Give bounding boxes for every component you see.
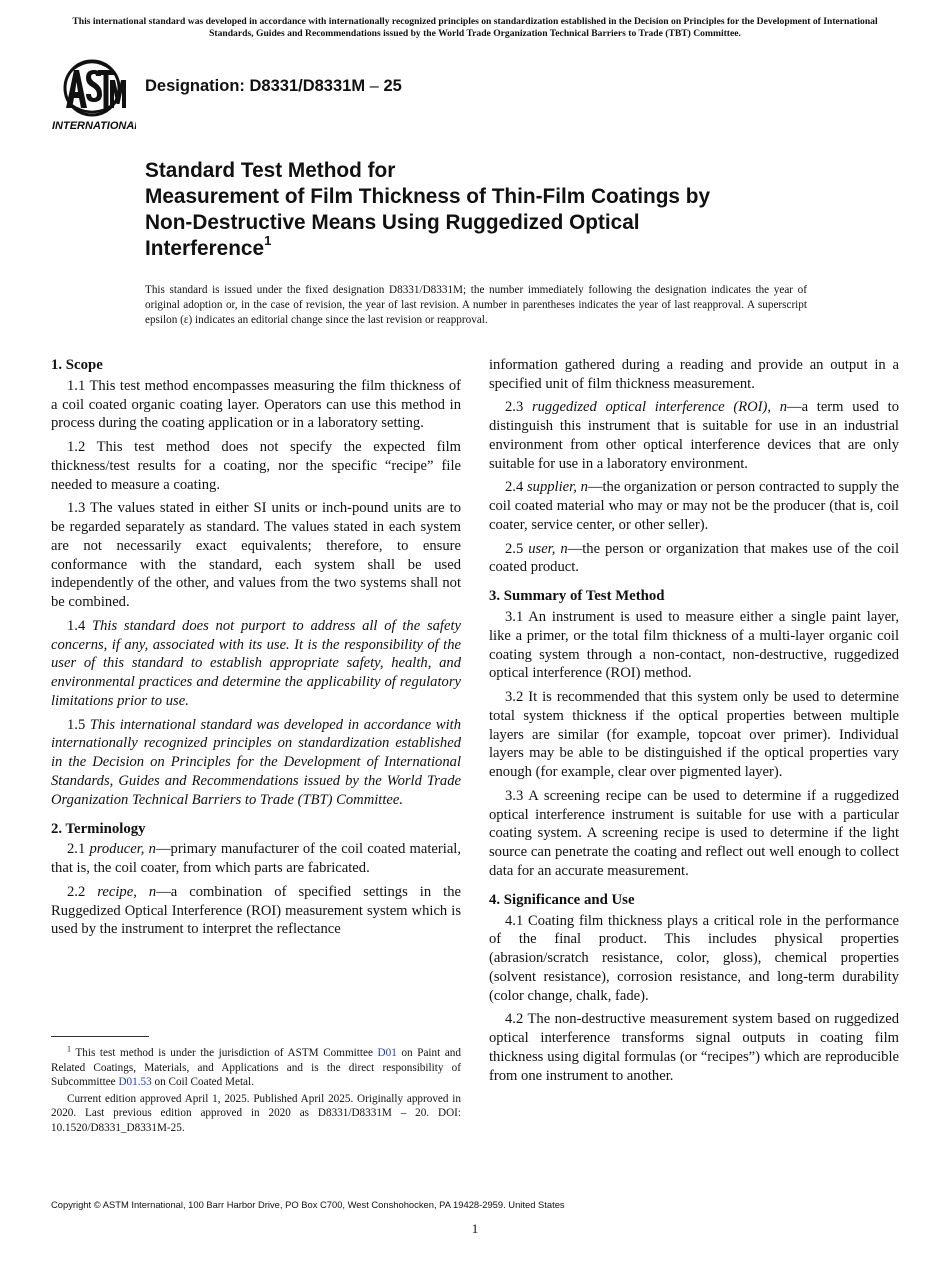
copyright-notice: Copyright © ASTM International, 100 Barr Harbor Drive, PO Box C700, West Conshohocken, PA 19428-2959. United States <box>51 1199 565 1210</box>
paragraph-4-1: 4.1 Coating film thickness plays a critical role in the performance of the final product. This includes physical properties (abrasion/scratch resistance, color, gloss), chemical properties (solvent resistance), corrosion resistance, and long-term durability (color change, chalk, fade). <box>489 912 899 1004</box>
document-title <box>145 158 845 262</box>
section-heading-scope: 1. Scope <box>51 357 103 373</box>
section-heading-summary: 3. Summary of Test Method <box>489 588 665 605</box>
paragraph-1-3: 1.3 The values stated in either SI units or inch-pound units are to be regarded separately as standard. The values stated in each system are not necessarily exact equivalents; therefore, to ensure conformance with the standard, each system shall be used independently of the other, and values from the two systems shall not be combined. <box>51 500 461 611</box>
paragraph-2-5: 2.5 user, n—the person or organization that makes use of the coil coated product. <box>489 540 899 576</box>
left-column <box>51 356 461 944</box>
paragraph-1-4: 1.4 This standard does not purport to address all of the safety concerns, if any, associated with its use. It is the responsibility of the user of this standard to establish appropriate safety, health, and environmental practices and determine the applicability of regulatory limitations prior to use. <box>51 617 461 709</box>
paragraph-2-2: 2.2 recipe, n—a combination of specified settings in the Ruggedized Optical Interference (ROI) measurement system which is used by the instrument to interpret the reflectance <box>51 883 461 938</box>
footnote-1: $^1$ This test method is under the jurisdiction of ASTM Committee D01 on Paint and Related Coatings, Materials, and Applications and is the direct responsibility of Subcommittee D01.53 on Coil Coated Metal. <box>51 1044 461 1089</box>
astm-international-logo <box>52 56 136 134</box>
wto-notice: This international standard was developed in accordance with internationally recognized principles on standardization established in the Decision on Principles for the Development of International Standards, Guides and Recommendations issued by the World Trade Organization Technical Barriers to Trade (TBT) Committee. <box>72 16 878 39</box>
logo-wordmark: INTERNATIONAL <box>52 120 136 132</box>
paragraph-3-2: 3.2 It is recommended that this system only be used to determine total system thickness if the optical properties between multiple layers are similar (for example, topcoat over primer). Individual layers may be able to be distinguished if the optical properties vary enough (for example, clear over pigmented layer). <box>489 688 899 781</box>
paragraph-2-1: 2.1 producer, n—primary manufacturer of the coil coated material, that is, the coil coater, from which parts are fabricated. <box>51 841 462 877</box>
paragraph-1-1: 1.1 This test method encompasses measuring the film thickness of a coil coated organic coating layer. Operators can use this method in process during the coating application or in a laboratory setting. <box>51 377 461 432</box>
title-line-3: Non-Destructive Means Using Ruggedized Optical <box>145 211 640 234</box>
paragraph-1-2: 1.2 This test method does not specify the expected film thickness/test results for a coating, nor the specific “recipe” file needed to measure a coating. <box>51 438 461 493</box>
committee-d01-link[interactable]: D01 <box>377 1047 397 1059</box>
astm-logo-icon <box>52 56 136 134</box>
paragraph-3-1: 3.1 An instrument is used to measure either a single paint layer, like a primer, or the total film thickness of a multi-layer organic coil coating system through a non-contact, non-destructive, ruggedized optical interference (ROI) method. <box>489 608 899 682</box>
section-heading-significance: 4. Significance and Use <box>489 891 635 908</box>
paragraph-2-3: 2.3 ruggedized optical interference (ROI), n—a term used to distinguish this instrument that is suitable for use in an industrial environment from other optical interference devices that are only suitable for use in a laboratory environment. <box>489 399 899 472</box>
section-heading-terminology: 2. Terminology <box>51 820 146 837</box>
designation-dash: – <box>369 77 379 95</box>
designation-label: Designation: D8331/D8331M <box>145 77 366 95</box>
designation <box>145 77 402 96</box>
title-line-2: Measurement of Film Thickness of Thin-Film Coatings by <box>145 185 711 208</box>
title-footnote-mark: 1 <box>264 233 272 249</box>
issue-note: This standard is issued under the fixed designation D8331/D8331M; the number immediately following the designation indicates the year of original adoption or, in the case of revision, the year of last revision. A number in parentheses indicates the year of last reapproval. A superscript epsilon (ε) indicates an editorial change since the last revision or reapproval. <box>145 284 807 326</box>
paragraph-2-2-continued: information gathered during a reading and provide an output in a specified unit of film thickness measurement. <box>489 357 899 392</box>
paragraph-2-4: 2.4 supplier, n—the organization or person contracted to supply the coil coated material who may or may not be the producer (that is, coil coater, service center, or other seller). <box>489 479 899 533</box>
designation-year: 25 <box>383 77 402 95</box>
page-number: 1 <box>471 1221 479 1236</box>
paragraph-1-5: 1.5 This international standard was developed in accordance with internationally recognized principles on standardization established in the Decision on Principles for the Development of International Standards, Guides and Recommendations issued by the World Trade Organization Technical Barriers to Trade (TBT) Committee. <box>51 716 462 808</box>
subcommittee-d01-53-link[interactable]: D01.53 <box>118 1076 152 1089</box>
paragraph-3-3: 3.3 A screening recipe can be used to determine if a ruggedized optical interference instrument is suitable for use with a particular coating system. A screening recipe is used to determine if the light source can penetrate the coating and reflect out well enough to collect data for an accurate measurement. <box>489 787 899 879</box>
title-line-1: Standard Test Method for <box>145 159 396 182</box>
right-column <box>489 356 899 1090</box>
footnote-divider <box>51 1036 149 1037</box>
footnote-edition: Current edition approved April 1, 2025. Published April 2025. Originally approved in 2020. Last previous edition approved in 2020 as D8331/D8331M – 20. DOI: 10.1520/D8331_D8331M-25. <box>51 1092 461 1134</box>
paragraph-4-2: 4.2 The non-destructive measurement system based on ruggedized optical interference transforms signal outputs in coating film thickness using digital formulas (or “recipes”) which are reproducible from one instrument to another. <box>489 1011 899 1084</box>
title-line-4: Interference$^1$ <box>145 233 272 260</box>
footnotes <box>51 1046 461 1138</box>
